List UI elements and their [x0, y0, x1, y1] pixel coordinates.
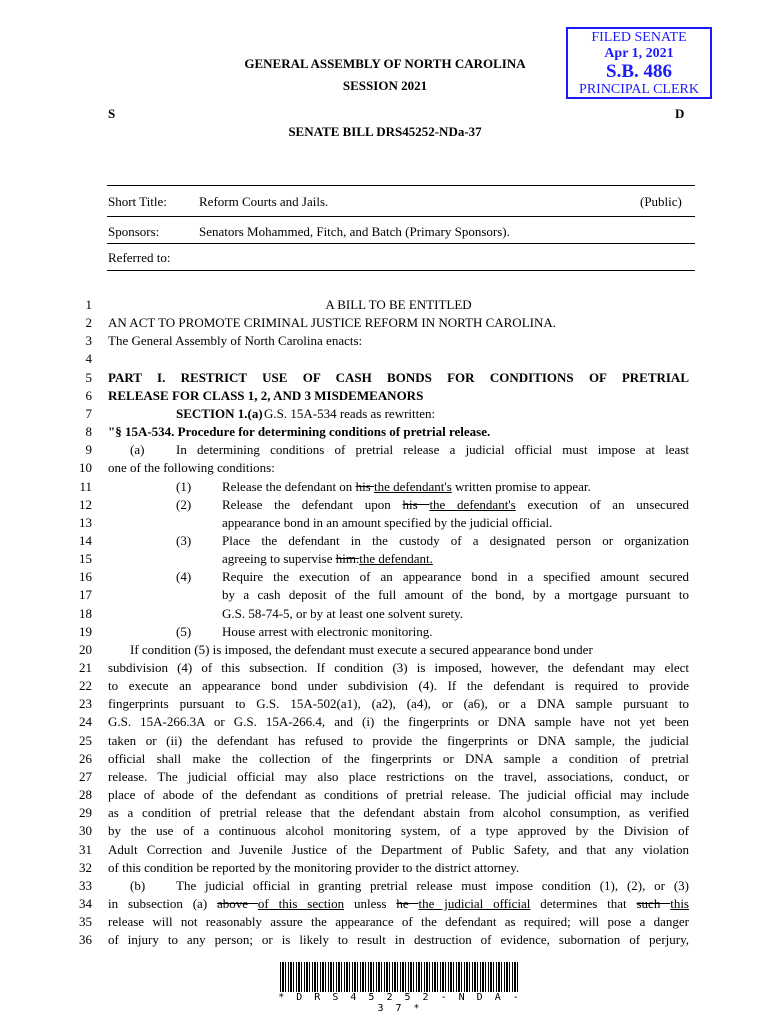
line-text: Require the execution of an appearance bond in a specified amount secured [222, 569, 689, 585]
line-text: In determining conditions of pretrial release a judicial official must impose at least [176, 442, 689, 458]
line-number: 7 [85, 405, 92, 421]
line-label: (2) [176, 496, 192, 512]
line-label: (4) [176, 569, 192, 585]
chamber-letter-left: S [108, 106, 116, 121]
line-number: 36 [79, 932, 92, 948]
line-number: 17 [79, 587, 92, 603]
line-label: (3) [176, 532, 192, 548]
line-number: 27 [79, 768, 92, 784]
line-label: (b) [130, 877, 146, 893]
body-line: RELEASE FOR CLASS 1, 2, AND 3 MISDEMEANORS [108, 387, 424, 403]
session-title: SESSION 2021 [342, 78, 428, 93]
stamp-date: Apr 1, 2021 [604, 46, 674, 61]
body-line: taken or (ii) the defendant has refused to provide the fingerprints or DNA sample, the judicial [108, 732, 689, 748]
line-label: (5) [176, 623, 192, 639]
bill-id: SENATE BILL DRS45252-NDa-37 [288, 124, 482, 139]
filed-stamp [566, 27, 712, 99]
line-number: 26 [79, 750, 92, 766]
body-line: release will not reasonably assure the appearance of the defendant as required; will pose a danger [108, 914, 689, 930]
body-line: G.S. 58-74-5, or by at least one solvent surety. [222, 605, 464, 621]
line-number: 35 [79, 914, 92, 930]
line-number: 9 [85, 442, 92, 458]
line-text: G.S. 15A-534 reads as rewritten: [264, 405, 436, 421]
line-number: 15 [79, 551, 92, 567]
body-line: by a cash deposit of the full amount of the bond, by a mortgage pursuant to [222, 587, 689, 603]
deleted-text: his [402, 496, 430, 512]
line-number: 32 [79, 859, 92, 875]
line-number: 21 [79, 660, 92, 675]
line-text: unless [344, 895, 397, 911]
barcode-text: * D R S 4 5 2 5 2 - N D A - 3 7 * [278, 992, 522, 1014]
rule-top [107, 185, 695, 186]
line-number: 12 [79, 496, 92, 512]
chamber-letter-right: D [675, 106, 685, 121]
line-number: 13 [79, 514, 92, 530]
inserted-text: of this section [257, 895, 345, 911]
line-text: The judicial official in granting pretrial release must impose condition (1), (2), or (3) [176, 877, 689, 893]
line-number: 11 [79, 478, 92, 494]
body-line: fingerprints pursuant to G.S. 15A-502(a1), (a2), (a4), or (a6), or a DNA sample pursuant to [108, 696, 689, 712]
body-line [222, 497, 689, 513]
line-number: 18 [79, 605, 92, 621]
sponsors-label: Sponsors: [108, 224, 160, 239]
body-line [176, 442, 689, 458]
inserted-text: the defendant's [429, 496, 516, 512]
line-number: 1 [85, 297, 92, 312]
line-number: 16 [79, 569, 92, 585]
short-title-value: Reform Courts and Jails. [199, 194, 329, 209]
body-line: AN ACT TO PROMOTE CRIMINAL JUSTICE REFORM IN NORTH CAROLINA. [108, 315, 556, 331]
inserted-text: the judicial official [418, 895, 531, 911]
line-text: Release the defendant on [222, 478, 356, 494]
line-text: Place the defendant in the custody of a designated person or organization [222, 532, 689, 548]
body-line: place of abode of the defendant as conditions of pretrial release. The judicial official may include [108, 787, 689, 803]
body-line: of this condition be reported by the monitoring provider to the district attorney. [108, 859, 520, 875]
line-number: 3 [85, 333, 92, 349]
deleted-text: above [217, 895, 258, 911]
inserted-text: this [670, 895, 689, 911]
rule-2 [107, 216, 695, 217]
line-number: 30 [79, 823, 92, 839]
rule-bottom [107, 270, 695, 271]
deleted-text: such [636, 895, 671, 911]
stamp-bill-number: S.B. 486 [606, 61, 672, 82]
deleted-text: him. [335, 551, 360, 567]
line-text: determines that [530, 895, 637, 911]
referred-label: Referred to: [108, 250, 171, 265]
deleted-text: he [396, 895, 419, 911]
line-number: 33 [79, 877, 92, 893]
rule-3 [107, 243, 695, 244]
body-line: of injury to any person; or is likely to result in destruction of evidence, subornation of perjury, [108, 932, 689, 948]
body-line [222, 533, 689, 549]
short-title-label: Short Title: [108, 194, 167, 209]
line-text: House arrest with electronic monitoring. [222, 623, 433, 639]
stamp-line1: FILED SENATE [591, 30, 687, 45]
line-number: 6 [85, 387, 92, 403]
body-line: PART I. RESTRICT USE OF CASH BONDS FOR CONDITIONS OF PRETRIAL [108, 369, 689, 385]
line-number: 4 [85, 351, 92, 367]
line-number: 25 [79, 732, 92, 748]
body-line [222, 551, 689, 567]
body-line [108, 896, 689, 912]
line-number: 5 [85, 369, 92, 385]
line-number: 34 [79, 895, 92, 911]
line-label: (a) [130, 442, 145, 458]
line-text: written promise to appear. [451, 478, 591, 494]
line-number: 20 [79, 641, 92, 657]
body-line [222, 569, 689, 585]
line-number: 14 [79, 532, 92, 548]
line-number: 22 [79, 678, 92, 694]
body-line [264, 406, 689, 422]
body-line [176, 878, 689, 894]
body-line: official shall make the collection of the fingerprints or DNA sample a condition of pretrial [108, 750, 689, 766]
line-number: 31 [79, 841, 92, 857]
assembly-title: GENERAL ASSEMBLY OF NORTH CAROLINA [244, 56, 526, 71]
body-line: subdivision (4) of this subsection. If condition (3) is imposed, however, the defendant may elect [108, 660, 689, 675]
line-text: in subsection (a) [108, 895, 218, 911]
line-number: 24 [79, 714, 92, 730]
line-number: 23 [79, 696, 92, 712]
body-line: If condition (5) is imposed, the defendant must execute a secured appearance bond under [130, 641, 593, 657]
body-line: release. The judicial official may also place restrictions on the travel, associations, conduct, or [108, 768, 689, 784]
line-label: SECTION 1.(a) [176, 405, 263, 421]
public-label: (Public) [640, 194, 682, 209]
line-text: Release the defendant upon [222, 496, 403, 512]
line-text: agreeing to supervise [222, 551, 336, 567]
body-line: appearance bond in an amount specified by the judicial official. [222, 514, 553, 530]
line-label: (1) [176, 478, 192, 494]
bill-entitled-title: A BILL TO BE ENTITLED [325, 297, 472, 312]
body-line: as a condition of pretrial release that the defendant abstain from alcohol consumption, as verified [108, 805, 689, 821]
body-line [222, 479, 689, 495]
body-line: to execute an appearance bond under subdivision (4). If the defendant is required to provide [108, 678, 689, 694]
line-number: 10 [79, 460, 92, 476]
barcode [280, 962, 520, 992]
body-line: The General Assembly of North Carolina enacts: [108, 333, 363, 349]
inserted-text: the defendant's [373, 478, 452, 494]
body-line: G.S. 15A-266.3A or G.S. 15A-266.4, and (i) the fingerprints or DNA sample have not yet been [108, 714, 689, 730]
line-number: 29 [79, 805, 92, 821]
body-line [222, 624, 689, 640]
body-line: one of the following conditions: [108, 460, 275, 476]
stamp-clerk: PRINCIPAL CLERK [579, 82, 699, 97]
line-number: 8 [85, 424, 92, 440]
inserted-text: the defendant. [359, 551, 433, 567]
body-line: Adult Correction and Juvenile Justice of the Department of Public Safety, and that any violation [108, 841, 689, 857]
line-text: execution of an unsecured [515, 496, 689, 512]
line-number: 28 [79, 787, 92, 803]
sponsors-value: Senators Mohammed, Fitch, and Batch (Primary Sponsors). [199, 224, 510, 239]
line-number: 2 [85, 315, 92, 331]
deleted-text: his [355, 478, 374, 494]
body-line: by the use of a continuous alcohol monitoring system, of a type approved by the Division of [108, 823, 689, 839]
line-number: 19 [79, 623, 92, 639]
body-line: "§ 15A-534. Procedure for determining conditions of pretrial release. [108, 424, 491, 440]
